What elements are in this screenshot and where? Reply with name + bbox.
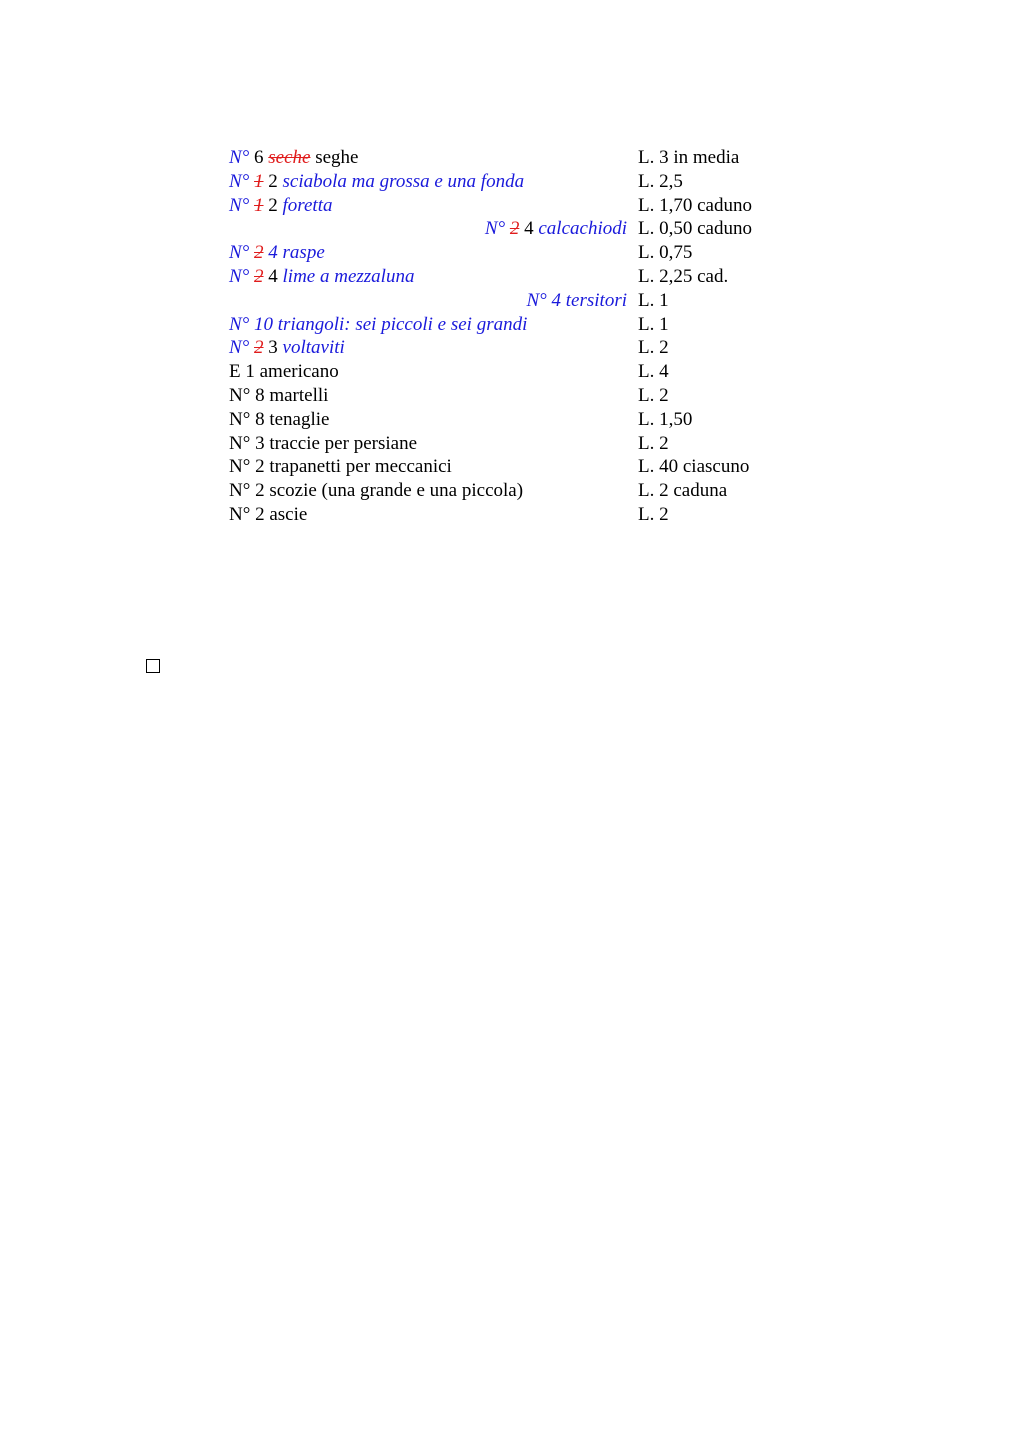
item-price: L. 2,5 — [638, 170, 683, 192]
item-price: L. 0,50 caduno — [638, 218, 752, 240]
list-item — [229, 146, 789, 170]
description-text: N° — [229, 242, 255, 264]
struck-text: 2 — [509, 218, 520, 240]
item-description — [229, 194, 627, 218]
description-text: lime a mezzaluna — [282, 266, 415, 287]
description-text: foretta — [282, 194, 333, 216]
item-price: L. 1,70 caduno — [638, 194, 752, 216]
item-description — [229, 170, 627, 194]
list-item — [229, 217, 789, 241]
description-text: N° 2 trapanetti per meccanici — [229, 456, 452, 478]
item-price: L. 2 — [638, 432, 669, 454]
item-price: L. 40 ciascuno — [638, 456, 750, 478]
list-item — [229, 479, 789, 503]
item-price: L. 2 — [638, 337, 669, 359]
description-text: N° — [229, 147, 250, 168]
item-price: L. 3 in media — [638, 147, 740, 168]
item-price: L. 0,75 — [638, 242, 693, 264]
description-text: N° 2 ascie — [229, 504, 308, 525]
description-text: seghe — [310, 147, 359, 168]
list-item — [229, 432, 789, 456]
struck-text: 2 — [254, 337, 264, 359]
struck-text: 1 — [254, 170, 264, 192]
struck-text: seche — [268, 147, 311, 168]
item-description — [229, 265, 627, 289]
description-text: 3 — [263, 337, 283, 359]
list-item — [229, 265, 789, 289]
item-description — [229, 241, 627, 265]
item-price: L. 2,25 cad. — [638, 266, 729, 287]
item-price: L. 1 — [638, 313, 669, 335]
list-item — [229, 360, 789, 384]
description-text: N° 2 scozie (una grande e una piccola) — [229, 480, 524, 502]
list-item — [229, 336, 789, 360]
item-description — [229, 432, 627, 456]
item-price: L. 2 — [638, 385, 669, 406]
item-price: L. 2 — [638, 504, 669, 525]
list-item — [229, 313, 789, 337]
description-text: 6 — [249, 147, 269, 168]
description-text: N° — [484, 218, 510, 240]
item-description — [229, 313, 627, 337]
description-text: N° 10 triangoli: sei piccoli e sei grandi — [229, 313, 528, 335]
struck-text: 1 — [254, 194, 264, 216]
description-text: sciabola ma grossa e una fonda — [282, 170, 525, 192]
description-text: calcachiodi — [538, 218, 627, 240]
item-description — [229, 408, 627, 432]
description-text: N° 8 martelli — [229, 385, 329, 406]
description-text: 4 — [519, 218, 539, 240]
description-text: N° — [229, 337, 255, 359]
description-text: N° 4 tersitori — [526, 289, 627, 311]
list-item — [229, 408, 789, 432]
list-item — [229, 241, 789, 265]
item-description — [229, 479, 627, 503]
description-text: 4 raspe — [263, 242, 325, 264]
list-item — [229, 503, 789, 527]
item-description — [229, 455, 627, 479]
item-price: L. 4 — [638, 361, 669, 383]
struck-text: 2 — [254, 266, 264, 287]
item-description — [229, 384, 627, 408]
checkbox[interactable] — [146, 659, 160, 673]
list-item — [229, 289, 789, 313]
description-text: N° 8 tenaglie — [229, 408, 330, 430]
description-text: 4 — [263, 266, 283, 287]
description-text: N° 3 traccie per persiane — [229, 432, 417, 454]
item-description — [229, 503, 627, 527]
item-description — [229, 360, 627, 384]
list-item — [229, 194, 789, 218]
item-description — [229, 217, 627, 241]
description-text: N° — [229, 170, 255, 192]
item-description — [229, 336, 627, 360]
list-item — [229, 170, 789, 194]
item-price: L. 2 caduna — [638, 480, 728, 502]
item-price: L. 1,50 — [638, 408, 693, 430]
description-text: N° — [229, 266, 255, 287]
list-item — [229, 455, 789, 479]
list-item — [229, 384, 789, 408]
description-text: N° — [229, 194, 255, 216]
description-text: voltaviti — [282, 337, 345, 359]
struck-text: 2 — [254, 242, 264, 264]
description-text: 2 — [263, 170, 283, 192]
item-description — [229, 146, 627, 170]
description-text: 2 — [263, 194, 283, 216]
item-price: L. 1 — [638, 289, 669, 311]
description-text: E 1 americano — [229, 361, 339, 383]
item-description — [229, 289, 627, 313]
